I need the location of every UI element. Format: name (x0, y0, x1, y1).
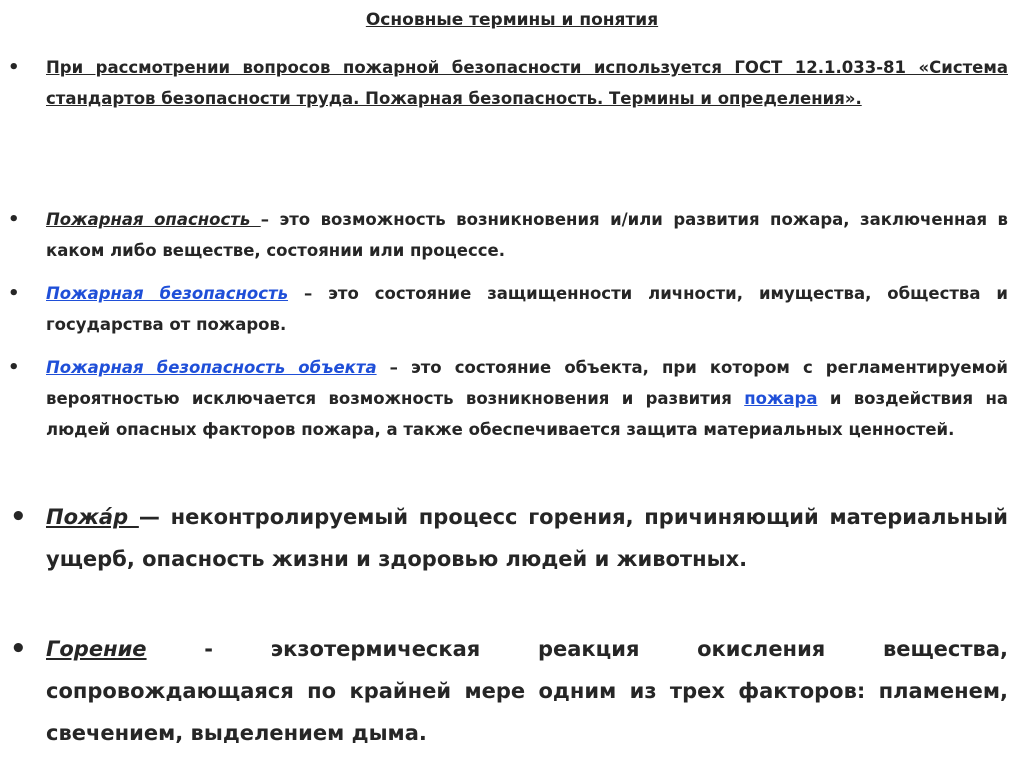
term-fire-danger: Пожарная опасность (46, 210, 261, 229)
definition-text-end: и воздействия на людей опасных факторов пожара, а также обеспечивается защита материальных ценностей. (46, 389, 1008, 439)
bullet: • (8, 57, 20, 78)
definition-text: - экзотермическая реакция окисления вещества, сопровождающаяся по крайней мере одним из трех факторов: пламенем, свечением, выделением дыма. (46, 637, 1008, 745)
page-title: Основные термины и понятия (365, 10, 659, 30)
definition-text: – это возможность возникновения и/или развития пожара, заключенная в каком либо веществе, состоянии или процессе. (46, 210, 1008, 260)
bullet: • (8, 209, 20, 230)
term-combustion: Горение (46, 637, 147, 661)
term-fire: Пожа́р (46, 505, 139, 529)
bullet: • (10, 634, 27, 664)
definition-text: – это состояние защищенности личности, имущества, общества и государства от пожаров. (46, 284, 1008, 334)
fire-paragraph (46, 496, 1008, 580)
gost-paragraph: При рассмотрении вопросов пожарной безопасности используется ГОСТ 12.1.033-81 «Система стандартов безопасности труда. Пожарная безопасность. Термины и определения». (46, 58, 1008, 108)
definition-text: — неконтролируемый процесс горения, причиняющий материальный ущерб, опасность жизни и здоровью людей и животных. (46, 505, 1008, 571)
fire-danger-paragraph (46, 204, 1008, 266)
bullet: • (10, 502, 27, 532)
object-safety-paragraph (46, 352, 1008, 445)
term-object-safety-link[interactable]: Пожарная безопасность объекта (46, 358, 377, 377)
combustion-paragraph (46, 628, 1008, 754)
bullet: • (8, 283, 20, 304)
bullet: • (8, 357, 20, 378)
term-fire-safety-link[interactable]: Пожарная безопасность (46, 284, 289, 303)
fire-link[interactable]: пожара (744, 389, 818, 408)
definition-text: – это состояние объекта, при котором с регламентируемой вероятностью исключается возможность возникновения и развития (46, 358, 1008, 408)
fire-safety-paragraph (46, 278, 1008, 340)
